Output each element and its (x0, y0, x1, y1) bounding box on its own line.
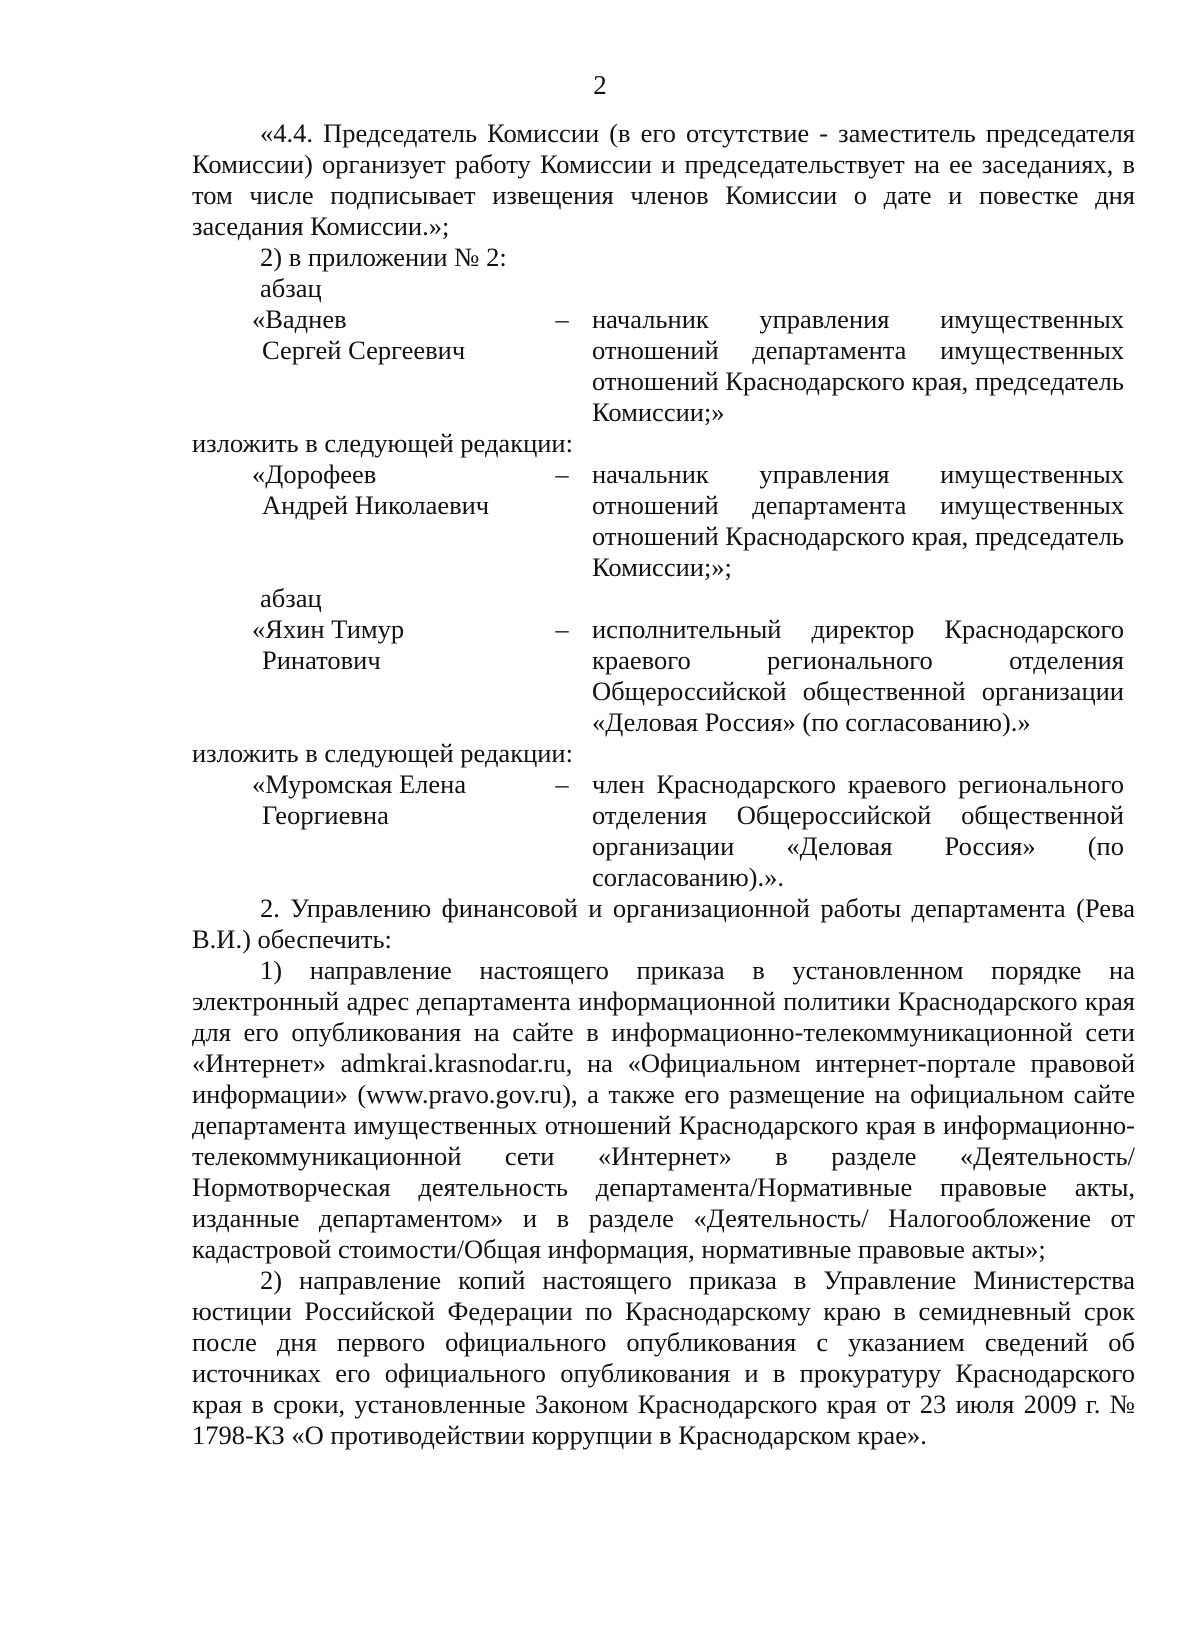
dash: – (555, 304, 569, 334)
document-body (192, 118, 1135, 1451)
member-position: член Краснодарского краевого регионального отделения Общероссийской общественной организации «Деловая Россия» (по согласованию).». (592, 769, 1124, 892)
member-name: «Ваднев Сергей Сергеевич (252, 304, 466, 365)
paragraph-2-1: 1) направление настоящего приказа в установленном порядке на электронный адрес департамента информационной политики Краснодарского края для его опубликования на сайте в информационно-телекоммуникационной сети «Интернет» admkrai.krasnodar.ru, на «Официальном интернет-портале правовой информации» (www.pravo.gov.ru), а также его размещение на официальном сайте департамента имущественных отношений Краснодарского края в информационно-телекоммуникационной сети «Интернет» в разделе «Деятельность/Нормотворческая деятельность департамента/Нормативные правовые акты, изданные департаментом» и в разделе «Деятельность/ Налогообложение от кадастровой стоимости/Общая информация, нормативные правовые акты»; (192, 955, 1135, 1264)
replace-label: изложить в следующей редакции: (192, 428, 573, 458)
dash: – (555, 614, 569, 644)
member-name: «Яхин Тимур Ринатович (252, 614, 405, 675)
paragraph-2-2: 2) направление копий настоящего приказа в Управление Министерства юстиции Российской Федерации по Краснодарскому краю в семидневный срок после дня первого официального опубликования с указанием сведений об источниках его официального опубликования и в прокуратуру Краснодарского края в сроки, установленные Законом Краснодарского края от 23 июля 2009 г. № 1798-КЗ «О противодействии коррупции в Краснодарском крае». (192, 1265, 1135, 1450)
item-2-intro: 2) в приложении № 2: (260, 242, 507, 272)
commission-entry-new-1 (192, 459, 1135, 583)
commission-entry-old-2 (192, 614, 1135, 738)
member-position: исполнительный директор Краснодарского краевого регионального отделения Общероссийской общественной организации «Деловая Россия» (по согласованию).» (592, 614, 1124, 737)
replace-label-2: изложить в следующей редакции: (192, 738, 573, 768)
member-position: начальник управления имущественных отношений департамента имущественных отношений Краснодарского края, председатель Комиссии;» (592, 304, 1124, 427)
dash: – (555, 459, 569, 489)
commission-entry-new-2 (192, 769, 1135, 893)
abzac-label: абзац (260, 273, 322, 303)
member-name: «Дорофеев Андрей Николаевич (252, 459, 490, 520)
dash: – (555, 769, 569, 799)
page-number: 2 (593, 70, 607, 100)
commission-entry-old-1 (192, 304, 1135, 428)
paragraph-4-4: «4.4. Председатель Комиссии (в его отсутствие - заместитель председателя Комиссии) организует работу Комиссии и председательствует на ее заседаниях, в том числе подписывает извещения членов Комиссии о дате и повестке дня заседания Комиссии.»; (192, 118, 1135, 241)
member-name: «Муромская Елена Георгиевна (252, 769, 467, 830)
member-position: начальник управления имущественных отношений департамента имущественных отношений Краснодарского края, председатель Комиссии;»; (592, 459, 1124, 582)
paragraph-2: 2. Управлению финансовой и организационной работы департамента (Рева В.И.) обеспечить: (192, 893, 1135, 954)
abzac-label-2: абзац (260, 583, 322, 613)
